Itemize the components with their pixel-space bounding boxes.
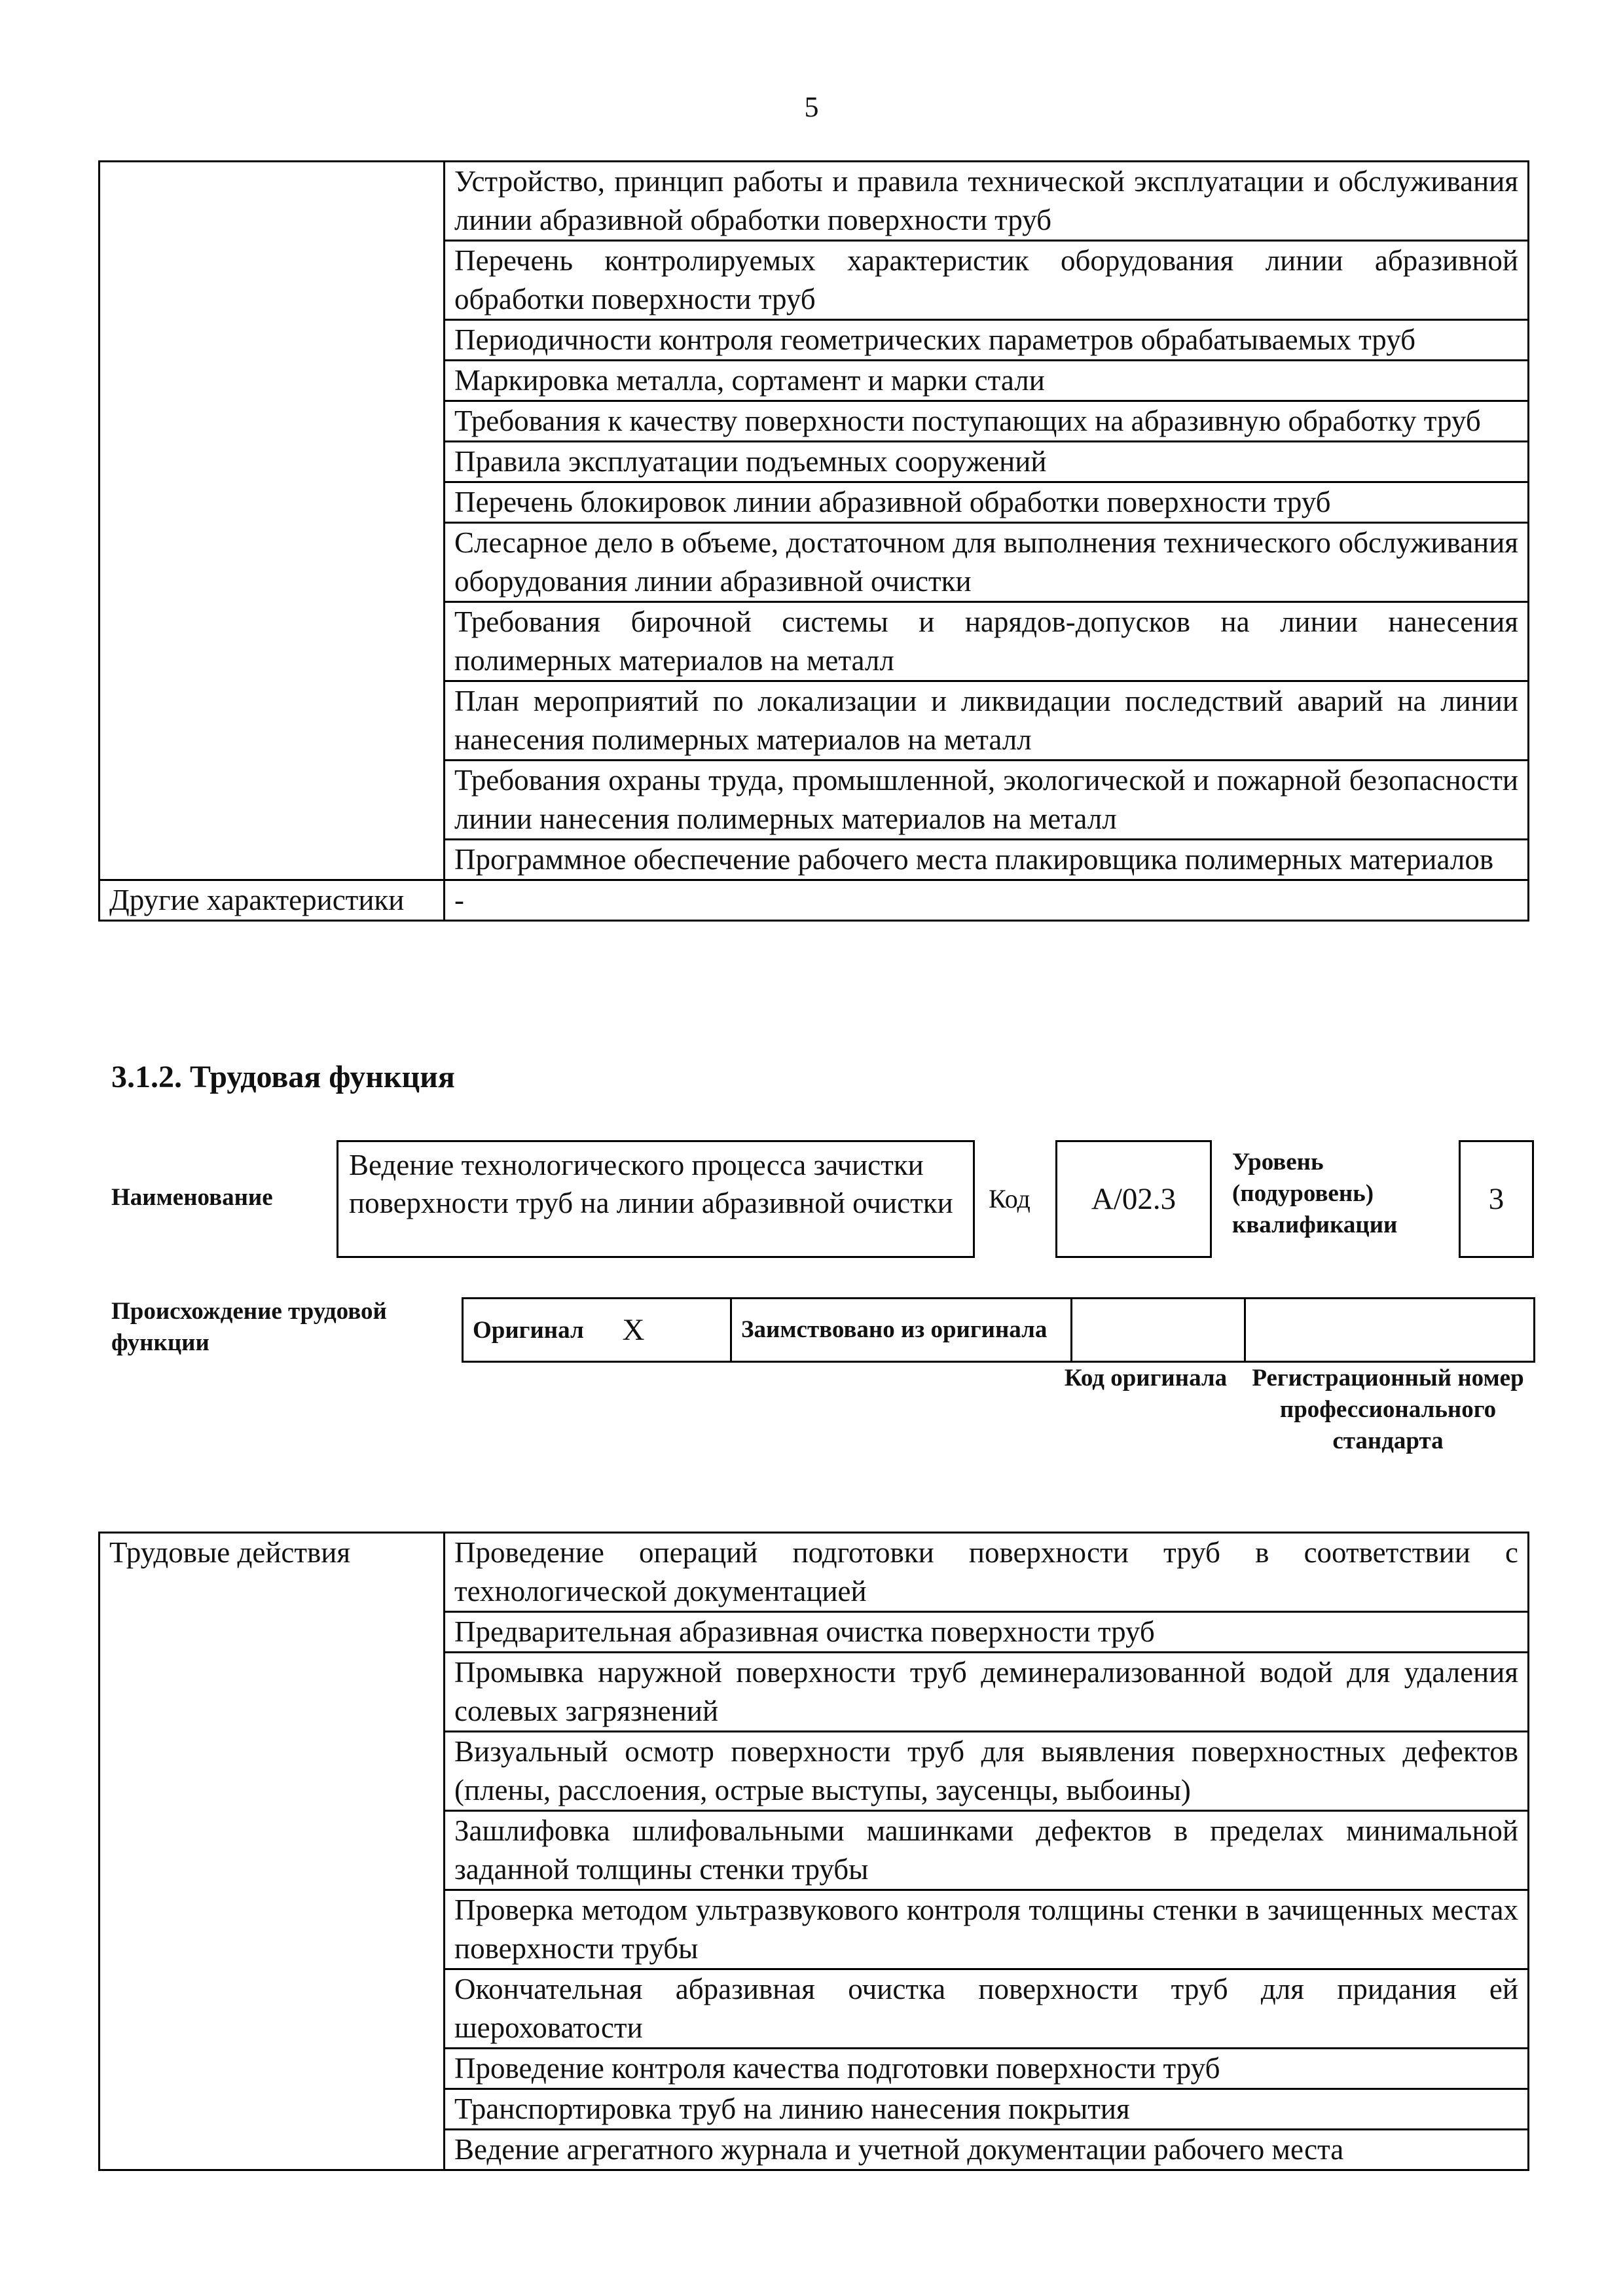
table-row: Ведение агрегатного журнала и учетной документации рабочего места [445,2130,1529,2170]
table-row: Слесарное дело в объеме, достаточном для выполнения технического обслуживания оборудования линии абразивной очистки [445,523,1529,602]
table-row: Проведение операций подготовки поверхности труб в соответствии с технологической документацией [445,1533,1529,1612]
table-row: Программное обеспечение рабочего места плакировщика полимерных материалов [445,840,1529,880]
origin-table [462,1297,1535,1363]
table-row: Требования охраны труда, промышленной, экологической и пожарной безопасности линии нанесения полимерных материалов на металл [445,761,1529,840]
table-row: Маркировка металла, сортамент и марки стали [445,361,1529,401]
code-caption: Код оригинала [1064,1365,1228,1391]
knowledge-table [98,160,1529,922]
table-row: Проверка методом ультразвукового контроля толщины стенки в зачищенных местах поверхности трубы [445,1890,1529,1969]
table-row: Периодичности контроля геометрических параметров обрабатываемых труб [445,320,1529,361]
table-row: Устройство, принцип работы и правила технической эксплуатации и обслуживания линии абразивной обработки поверхности труб [445,162,1529,241]
function-name-box: Ведение технологического процесса зачистки поверхности труб на линии абразивной очистки [337,1140,975,1258]
table-row: Визуальный осмотр поверхности труб для выявления поверхностных дефектов (плены, расслоения, острые выступы, заусенцы, выбоины) [445,1732,1529,1811]
registration-caption: Регистрационный номер профессионального стандарта [1252,1365,1524,1454]
table-row: Перечень контролируемых характеристик оборудования линии абразивной обработки поверхности труб [445,241,1529,320]
level-box: 3 [1459,1140,1534,1258]
other-characteristics-value: - [445,880,1529,921]
code-label: Код [989,1184,1030,1213]
borrowed-label: Заимствовано из оригинала [731,1299,1072,1362]
actions-label: Трудовые действия [100,1533,445,1612]
other-characteristics-label: Другие характеристики [100,880,445,921]
actions-table [98,1532,1529,2171]
table-row: Требования бирочной системы и нарядов-допусков на линии нанесения полимерных материалов на металл [445,602,1529,681]
original-label: Оригинал [463,1299,613,1362]
table-row: Зашлифовка шлифовальными машинками дефектов в пределах минимальной заданной толщины стенки трубы [445,1811,1529,1890]
table-row: Проведение контроля качества подготовки поверхности труб [445,2049,1529,2089]
section-heading: 3.1.2. Трудовая функция [111,1060,455,1094]
table-row: Правила эксплуатации подъемных сооружений [445,442,1529,482]
table-row: Предварительная абразивная очистка поверхности труб [445,1612,1529,1653]
level-label: Уровень (подуровень) квалификации [1232,1149,1398,1238]
table-row: План мероприятий по локализации и ликвидации последствий аварий на линии нанесения полимерных материалов на металл [445,681,1529,761]
table-left-cell [100,162,445,241]
original-code-cell [1072,1299,1245,1362]
table-row: Перечень блокировок линии абразивной обработки поверхности труб [445,482,1529,523]
table-row: Промывка наружной поверхности труб деминерализованной водой для удаления солевых загрязнений [445,1653,1529,1732]
registration-number-cell [1245,1299,1535,1362]
name-label: Наименование [111,1184,273,1211]
page-number: 5 [804,91,819,123]
table-row: Требования к качеству поверхности поступающих на абразивную обработку труб [445,401,1529,442]
original-mark: X [613,1299,731,1362]
code-box: А/02.3 [1055,1140,1212,1258]
table-row: Окончательная абразивная очистка поверхности труб для придания ей шероховатости [445,1969,1529,2049]
origin-label: Происхождение трудовой функции [111,1298,387,1356]
table-row: Транспортировка труб на линию нанесения покрытия [445,2089,1529,2130]
